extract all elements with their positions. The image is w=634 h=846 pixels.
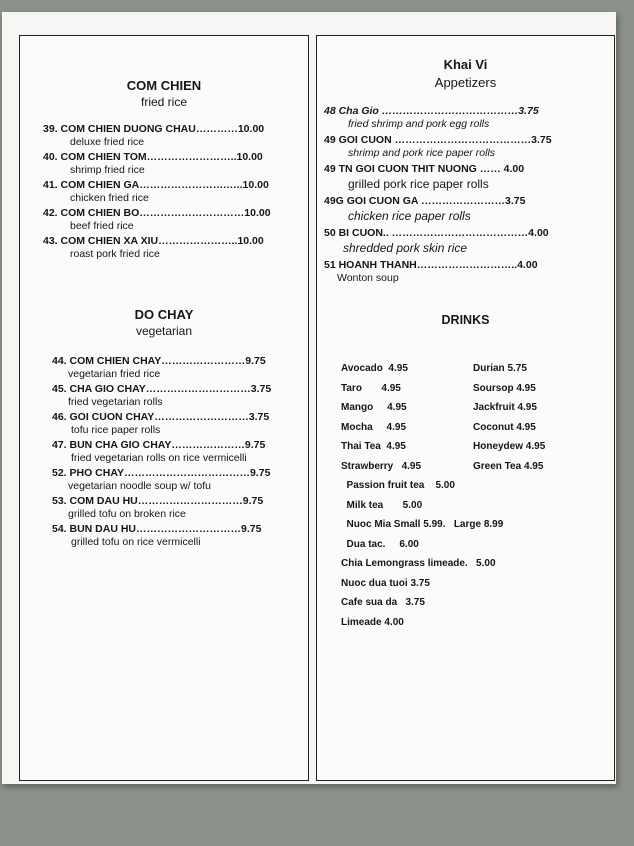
- menu-item: 40. COM CHIEN TOM……………………..10.00 shrimp fried rice: [43, 151, 263, 176]
- section-title: DRINKS: [441, 313, 490, 327]
- menu-list: [20, 355, 308, 549]
- menu-item: 54. BUN DAU HU…………………………9.75 grilled tofu on rice vermicelli: [52, 523, 262, 548]
- menu-item: 48 Cha Gio …………………………………3.75 fried shrimp and pork egg rolls: [324, 105, 539, 130]
- drink-row: Taro 4.95 Soursop 4.95: [341, 382, 536, 394]
- menu-item: 49G GOI CUON GA ……………………3.75 chicken rice paper rolls: [324, 195, 526, 223]
- drink-line: Dua tac. 6.00: [341, 538, 419, 550]
- do-chay-section: [20, 307, 308, 551]
- section-subtitle: vegetarian: [135, 324, 193, 338]
- drink-line: Chia Lemongrass limeade. 5.00: [341, 558, 496, 569]
- menu-item: 45. CHA GIO CHAY…………………………3.75 fried vegetarian rolls: [52, 383, 272, 408]
- menu-item: 41. COM CHIEN GA…………………….…..10.00 chicken fried rice: [43, 179, 269, 204]
- menu-item: 46. GOI CUON CHAY………………………3.75 tofu rice paper rolls: [52, 411, 270, 436]
- drink-row: Strawberry 4.95 Green Tea 4.95: [341, 460, 544, 472]
- drink-line: Nuoc dua tuoi 3.75: [341, 577, 430, 589]
- section-subtitle: Appetizers: [434, 75, 497, 90]
- drink-row: Thai Tea 4.95 Honeydew 4.95: [341, 441, 546, 452]
- menu-list: [317, 105, 614, 285]
- drinks-section: [317, 313, 614, 632]
- section-title: COM CHIEN: [126, 78, 202, 93]
- com-chien-section: [20, 78, 308, 263]
- menu-item: 43. COM CHIEN XA XIU…………………..10.00 roast pork fried rice: [43, 235, 264, 260]
- menu-item: 50 BI CUON.. …………………………………4.00 shredded pork skin rice: [324, 227, 549, 255]
- drink-line: Nuoc Mia Small 5.99. Large 8.99: [341, 519, 504, 530]
- drink-row: Mocha 4.95 Coconut 4.95: [341, 421, 536, 433]
- section-subtitle: fried rice: [140, 95, 187, 109]
- left-column: [19, 35, 309, 781]
- menu-item: 44. COM CHIEN CHAY……………………9.75 vegetarian fried rice: [52, 355, 266, 380]
- menu-item: 52. PHO CHAY………………………………9.75 vegetarian noodle soup w/ tofu: [52, 467, 271, 492]
- menu-item: 49 GOI CUON …………………………………3.75 shrimp and pork rice paper rolls: [324, 134, 552, 159]
- section-title: DO CHAY: [134, 307, 194, 322]
- drink-line: Passion fruit tea 5.00: [341, 480, 455, 491]
- right-column: [316, 35, 615, 781]
- drink-line: Limeade 4.00: [341, 616, 404, 628]
- drink-row: Avocado 4.95 Durian 5.75: [341, 363, 527, 374]
- drink-line: Milk tea 5.00: [341, 499, 423, 511]
- section-title: Khai Vi: [443, 57, 488, 72]
- menu-item: 47. BUN CHA GIO CHAY…………………9.75 fried vegetarian rolls on rice vermicelli: [52, 439, 266, 464]
- drink-line: Cafe sua da 3.75: [341, 597, 425, 608]
- menu-list: [20, 123, 308, 261]
- drinks-list: [317, 359, 614, 632]
- menu-item: 39. COM CHIEN DUONG CHAU…………10.00 deluxe fried rice: [43, 123, 265, 148]
- menu-item: 53. COM DAU HU…………………………9.75 grilled tofu on broken rice: [52, 495, 264, 520]
- menu-page: [2, 12, 616, 784]
- menu-item: 51 HOANH THANH………………………..4.00 Wonton soup: [324, 259, 538, 284]
- menu-item: 42. COM CHIEN BO…………………………10.00 beef fried rice: [43, 207, 271, 232]
- menu-item: 49 TN GOI CUON THIT NUONG …… 4.00 grilled pork rice paper rolls: [324, 163, 525, 191]
- khai-vi-section: [317, 57, 614, 288]
- drink-row: Mango 4.95 Jackfruit 4.95: [341, 402, 537, 413]
